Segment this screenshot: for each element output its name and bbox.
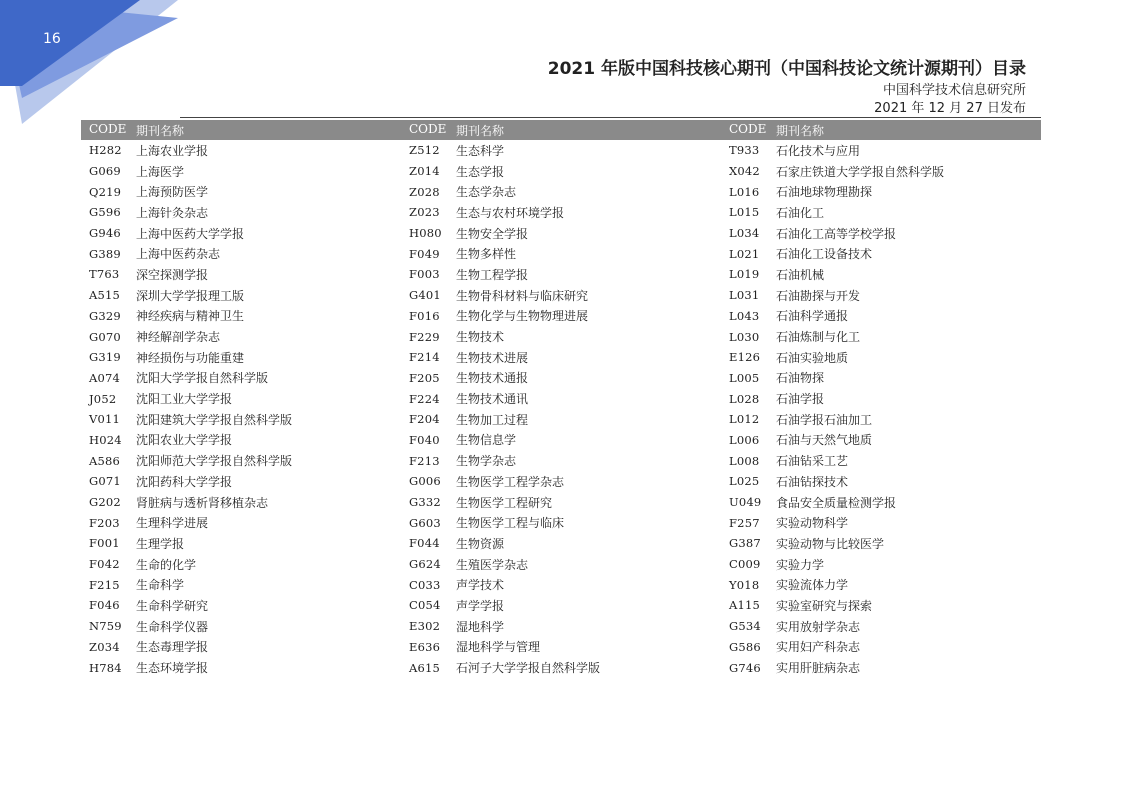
table-row	[401, 368, 721, 389]
journal-code: Z034	[89, 639, 120, 654]
journal-code: V011	[89, 412, 121, 427]
table-row	[401, 533, 721, 554]
journal-name: 实用妇产科杂志	[776, 640, 861, 655]
table-row	[81, 326, 401, 347]
journal-name: 生态毒理学报	[136, 640, 209, 655]
header-group-3	[721, 122, 1041, 139]
journal-name: 上海中医药大学学报	[136, 226, 245, 241]
journal-column-3	[721, 140, 1041, 678]
journal-code: F214	[409, 350, 440, 365]
journal-code: G070	[89, 329, 121, 344]
table-row	[721, 347, 1041, 368]
journal-code: C009	[729, 557, 761, 572]
table-row	[721, 471, 1041, 492]
journal-name: 石油钻探技术	[776, 474, 849, 489]
table-row	[721, 264, 1041, 285]
journal-code: J052	[89, 391, 117, 406]
table-row	[81, 264, 401, 285]
journal-code: F204	[409, 412, 440, 427]
journal-code: G006	[409, 474, 441, 489]
journal-code: F040	[409, 432, 440, 447]
table-row	[721, 554, 1041, 575]
journal-code: F003	[409, 267, 440, 282]
table-row	[81, 140, 401, 161]
journal-code: Z028	[409, 184, 440, 199]
table-row	[81, 306, 401, 327]
table-row	[81, 554, 401, 575]
table-row	[401, 512, 721, 533]
journal-name: 石油与天然气地质	[776, 433, 873, 448]
journal-name: 石油化工设备技术	[776, 247, 873, 262]
header-group-2	[401, 122, 721, 139]
table-row	[721, 202, 1041, 223]
journal-code: C033	[409, 577, 441, 592]
journal-code: F016	[409, 308, 440, 323]
journal-code: N759	[89, 619, 122, 634]
header-code: CODE	[89, 121, 127, 136]
table-row	[401, 202, 721, 223]
publisher: 中国科学技术信息研究所	[882, 83, 1026, 98]
journal-code: G389	[89, 246, 121, 261]
journal-name: 生态科学	[456, 143, 505, 158]
journal-code: F042	[89, 557, 120, 572]
journal-name: 神经疾病与精神卫生	[136, 309, 245, 324]
journal-name: 石化技术与应用	[776, 143, 861, 158]
journal-code: L025	[729, 474, 760, 489]
journal-code: T763	[89, 267, 120, 282]
journal-code: A074	[89, 370, 121, 385]
table-row	[401, 430, 721, 451]
table-row	[81, 430, 401, 451]
journal-code: Q219	[89, 184, 122, 199]
journal-code: G069	[89, 164, 121, 179]
table-row	[721, 306, 1041, 327]
table-row	[81, 657, 401, 678]
journal-name: 神经损伤与功能重建	[136, 350, 245, 365]
journal-code: E126	[729, 350, 761, 365]
table-row	[401, 657, 721, 678]
journal-name: 生物学杂志	[456, 454, 517, 469]
journal-name: 石油化工高等学校学报	[776, 226, 897, 241]
journal-code: F229	[409, 329, 440, 344]
journal-name: 石油地球物理勘探	[776, 185, 873, 200]
journal-name: 上海预防医学	[136, 185, 209, 200]
table-row	[401, 388, 721, 409]
journal-name: 上海针灸杂志	[136, 205, 209, 220]
corner-decoration	[0, 0, 200, 130]
table-row	[721, 223, 1041, 244]
journal-name: 生物医学工程学杂志	[456, 474, 565, 489]
table-row	[81, 409, 401, 430]
journal-code: F224	[409, 391, 440, 406]
table-row	[81, 616, 401, 637]
header-name: 期刊名称	[456, 123, 505, 138]
journal-name: 实用肝脏病杂志	[776, 661, 861, 676]
table-row	[721, 657, 1041, 678]
journal-code: G534	[729, 619, 761, 634]
journal-name: 石油实验地质	[776, 350, 849, 365]
journal-code: G319	[89, 350, 121, 365]
journal-name: 上海农业学报	[136, 143, 209, 158]
journal-name: 生物安全学报	[456, 226, 529, 241]
journal-code: A515	[89, 288, 121, 303]
table-row	[401, 637, 721, 658]
journal-name: 生物资源	[456, 536, 505, 551]
journal-name: 上海医学	[136, 164, 185, 179]
table-row	[81, 595, 401, 616]
journal-code: L006	[729, 432, 760, 447]
journal-code: G946	[89, 226, 121, 241]
journal-code: G387	[729, 536, 761, 551]
journal-name: 生物工程学报	[456, 267, 529, 282]
journal-name: 实验流体力学	[776, 578, 849, 593]
journal-name: 生物技术进展	[456, 350, 529, 365]
journal-name: 生态与农村环境学报	[456, 205, 565, 220]
journal-name: 沈阳农业大学学报	[136, 433, 233, 448]
journal-name: 石油炼制与化工	[776, 330, 861, 345]
journal-name: 生命科学	[136, 578, 185, 593]
table-row	[401, 409, 721, 430]
table-row	[81, 471, 401, 492]
journal-name: 石河子大学学报自然科学版	[456, 661, 601, 676]
journal-code: H784	[89, 660, 122, 675]
table-row	[401, 181, 721, 202]
journal-name: 声学学报	[456, 598, 505, 613]
header-group-1	[81, 122, 401, 139]
journal-column-1	[81, 140, 401, 678]
header-divider	[180, 117, 1041, 118]
table-row	[721, 326, 1041, 347]
journal-name: 沈阳大学学报自然科学版	[136, 371, 269, 386]
table-row	[81, 368, 401, 389]
journal-code: L015	[729, 205, 760, 220]
table-row	[401, 471, 721, 492]
table-row	[81, 285, 401, 306]
journal-name: 实用放射学杂志	[776, 619, 861, 634]
journal-code: L021	[729, 246, 760, 261]
table-row	[401, 161, 721, 182]
journal-code: Y018	[729, 577, 760, 592]
journal-name: 湿地科学	[456, 619, 505, 634]
document-header	[548, 58, 1026, 118]
journal-table	[81, 120, 1041, 678]
journal-code: H024	[89, 432, 122, 447]
journal-code: C054	[409, 598, 441, 613]
table-row	[401, 616, 721, 637]
journal-name: 实验室研究与探索	[776, 598, 873, 613]
table-row	[401, 264, 721, 285]
journal-name: 生物骨科材料与临床研究	[456, 288, 589, 303]
table-row	[81, 574, 401, 595]
journal-name: 食品安全质量检测学报	[776, 495, 897, 510]
journal-name: 石油科学通报	[776, 309, 849, 324]
table-row	[401, 347, 721, 368]
journal-name: 石家庄铁道大学学报自然科学版	[776, 164, 945, 179]
journal-code: L034	[729, 226, 760, 241]
table-row	[81, 512, 401, 533]
table-row	[401, 285, 721, 306]
table-row	[721, 140, 1041, 161]
journal-name: 声学技术	[456, 578, 505, 593]
table-row	[721, 595, 1041, 616]
table-row	[81, 181, 401, 202]
journal-code: L028	[729, 391, 760, 406]
journal-code: L019	[729, 267, 760, 282]
table-body	[81, 140, 1041, 678]
table-row	[81, 388, 401, 409]
journal-name: 生物技术通讯	[456, 392, 529, 407]
table-row	[401, 306, 721, 327]
journal-code: A115	[729, 598, 761, 613]
table-row	[721, 450, 1041, 471]
journal-name: 上海中医药杂志	[136, 247, 221, 262]
table-row	[81, 533, 401, 554]
table-header	[81, 120, 1041, 140]
journal-name: 生命科学仪器	[136, 619, 209, 634]
journal-code: G746	[729, 660, 761, 675]
journal-code: L031	[729, 288, 760, 303]
table-row	[721, 181, 1041, 202]
header-name: 期刊名称	[776, 123, 825, 138]
journal-name: 石油勘探与开发	[776, 288, 861, 303]
journal-name: 生物化学与生物物理进展	[456, 309, 589, 324]
journal-code: L043	[729, 308, 760, 323]
journal-name: 生殖医学杂志	[456, 557, 529, 572]
journal-name: 生理学报	[136, 536, 185, 551]
journal-name: 生态学杂志	[456, 185, 517, 200]
journal-code: F203	[89, 515, 120, 530]
journal-code: A615	[409, 660, 441, 675]
table-row	[401, 140, 721, 161]
journal-code: L005	[729, 370, 760, 385]
journal-name: 深空探测学报	[136, 267, 209, 282]
journal-code: Z014	[409, 164, 440, 179]
journal-code: F046	[89, 598, 120, 613]
table-row	[721, 243, 1041, 264]
table-row	[401, 326, 721, 347]
journal-name: 石油学报石油加工	[776, 412, 873, 427]
table-row	[81, 637, 401, 658]
journal-code: G202	[89, 495, 121, 510]
journal-code: Z023	[409, 205, 440, 220]
table-row	[401, 554, 721, 575]
journal-name: 生物医学工程与临床	[456, 516, 565, 531]
table-row	[81, 243, 401, 264]
journal-code: T933	[729, 143, 760, 158]
journal-code: U049	[729, 495, 762, 510]
journal-name: 石油钻采工艺	[776, 454, 849, 469]
table-row	[721, 409, 1041, 430]
journal-name: 生物信息学	[456, 433, 517, 448]
journal-name: 实验动物科学	[776, 516, 849, 531]
journal-code: G586	[729, 639, 761, 654]
journal-code: Z512	[409, 143, 440, 158]
table-row	[721, 388, 1041, 409]
journal-name: 石油机械	[776, 267, 825, 282]
table-row	[401, 450, 721, 471]
journal-code: G603	[409, 515, 441, 530]
table-row	[401, 492, 721, 513]
table-row	[721, 533, 1041, 554]
publish-date: 2021 年 12 月 27 日发布	[874, 101, 1026, 116]
table-row	[721, 285, 1041, 306]
table-row	[721, 512, 1041, 533]
journal-code: L030	[729, 329, 760, 344]
journal-name: 沈阳建筑大学学报自然科学版	[136, 412, 293, 427]
journal-name: 沈阳师范大学学报自然科学版	[136, 454, 293, 469]
table-row	[81, 347, 401, 368]
journal-column-2	[401, 140, 721, 678]
table-row	[401, 574, 721, 595]
journal-code: A586	[89, 453, 121, 468]
header-name: 期刊名称	[136, 123, 185, 138]
journal-name: 生物加工过程	[456, 412, 529, 427]
journal-code: L016	[729, 184, 760, 199]
journal-code: F215	[89, 577, 120, 592]
journal-code: G329	[89, 308, 121, 323]
journal-code: E636	[409, 639, 441, 654]
table-row	[81, 161, 401, 182]
journal-code: G624	[409, 557, 441, 572]
table-row	[721, 368, 1041, 389]
journal-name: 生物技术	[456, 330, 505, 345]
journal-name: 沈阳工业大学学报	[136, 392, 233, 407]
table-row	[401, 223, 721, 244]
journal-name: 生态环境学报	[136, 661, 209, 676]
header-code: CODE	[729, 121, 767, 136]
journal-name: 神经解剖学杂志	[136, 330, 221, 345]
table-row	[81, 202, 401, 223]
table-row	[721, 637, 1041, 658]
journal-code: X042	[729, 164, 760, 179]
table-row	[401, 595, 721, 616]
journal-code: F049	[409, 246, 440, 261]
journal-code: L008	[729, 453, 760, 468]
journal-code: E302	[409, 619, 441, 634]
journal-name: 沈阳药科大学学报	[136, 474, 233, 489]
journal-name: 生理科学进展	[136, 516, 209, 531]
header-code: CODE	[409, 121, 447, 136]
journal-code: G071	[89, 474, 121, 489]
journal-code: G596	[89, 205, 121, 220]
table-row	[721, 430, 1041, 451]
journal-name: 生物医学工程研究	[456, 495, 553, 510]
document-title: 2021 年版中国科技核心期刊（中国科技论文统计源期刊）目录	[547, 59, 1026, 79]
journal-name: 生命的化学	[136, 557, 197, 572]
journal-code: F044	[409, 536, 440, 551]
journal-name: 生物技术通报	[456, 371, 529, 386]
table-row	[81, 450, 401, 471]
journal-name: 石油物探	[776, 371, 825, 386]
journal-code: H282	[89, 143, 122, 158]
journal-name: 实验力学	[776, 557, 825, 572]
journal-code: F001	[89, 536, 120, 551]
journal-code: F205	[409, 370, 440, 385]
journal-name: 石油学报	[776, 392, 825, 407]
journal-code: L012	[729, 412, 760, 427]
journal-name: 生物多样性	[456, 247, 517, 262]
journal-name: 深圳大学学报理工版	[136, 288, 245, 303]
journal-code: F213	[409, 453, 440, 468]
journal-name: 湿地科学与管理	[456, 640, 541, 655]
table-row	[81, 223, 401, 244]
table-row	[721, 616, 1041, 637]
journal-code: G401	[409, 288, 441, 303]
table-row	[401, 243, 721, 264]
page-number: 16	[43, 31, 61, 47]
journal-name: 生态学报	[456, 164, 505, 179]
journal-code: F257	[729, 515, 760, 530]
journal-code: G332	[409, 495, 441, 510]
journal-name: 实验动物与比较医学	[776, 536, 885, 551]
journal-name: 生命科学研究	[136, 598, 209, 613]
table-row	[81, 492, 401, 513]
table-row	[721, 574, 1041, 595]
table-row	[721, 492, 1041, 513]
journal-code: H080	[409, 226, 442, 241]
table-row	[721, 161, 1041, 182]
journal-name: 石油化工	[776, 205, 825, 220]
journal-name: 肾脏病与透析肾移植杂志	[136, 495, 269, 510]
